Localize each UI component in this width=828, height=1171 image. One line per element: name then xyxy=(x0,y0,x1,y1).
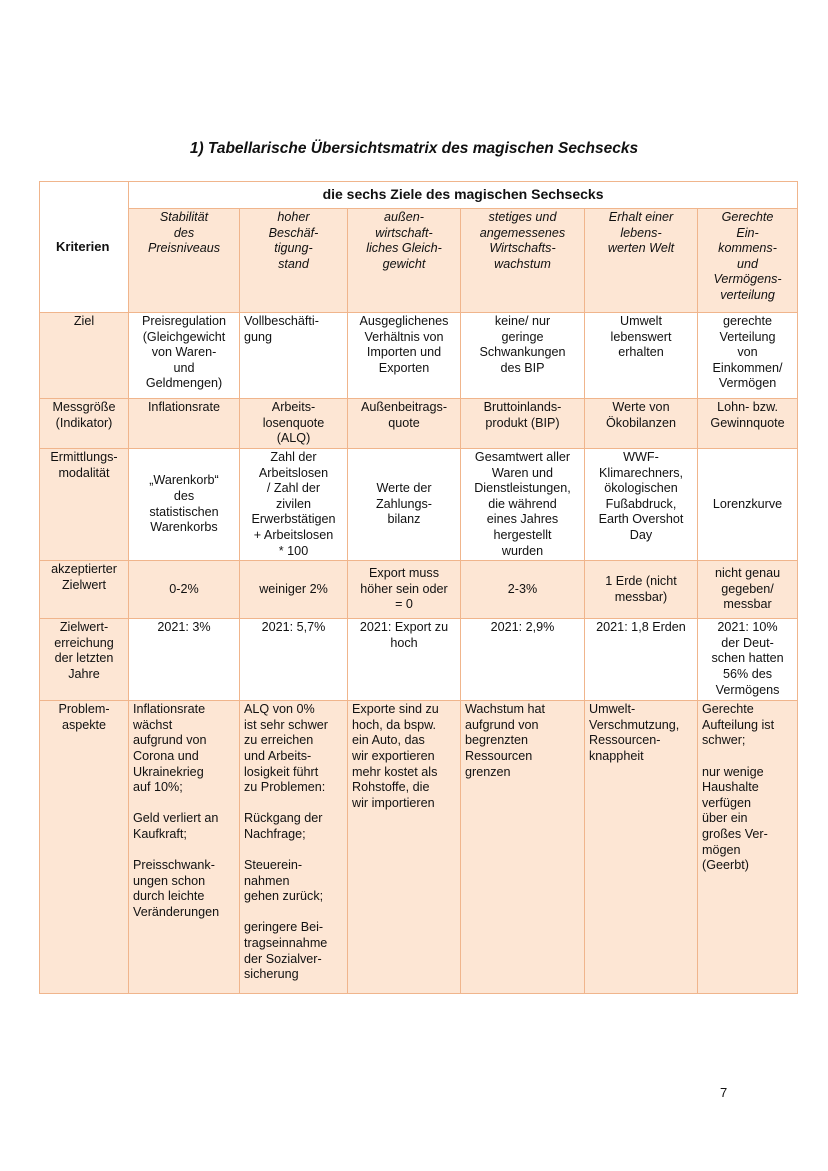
table-cell: 2021: 10% der Deut- schen hatten 56% des Vermögens xyxy=(698,619,798,701)
table-cell: Inflationsrate xyxy=(129,399,240,449)
table-cell: Umwelt- Verschmutzung, Ressourcen- knappheit xyxy=(585,701,698,994)
table-cell: Werte der Zahlungs- bilanz xyxy=(348,449,461,561)
table-row-ziel xyxy=(40,313,798,399)
table-cell: weiniger 2% xyxy=(240,561,348,619)
table-row-messgroesse xyxy=(40,399,798,449)
table-cell: ALQ von 0% ist sehr schwer zu erreichen und Arbeits- losigkeit führt zu Problemen: Rückgang der Nachfrage; Steuerein- nahmen gehen zurück; geringere Bei- tragseinnahme der Sozialver- sicherung xyxy=(240,701,348,994)
table-cell: Wachstum hat aufgrund von begrenzten Ressourcen grenzen xyxy=(461,701,585,994)
table-cell: Zahl der Arbeitslosen / Zahl der zivilen Erwerbstätigen + Arbeitslosen * 100 xyxy=(240,449,348,561)
row-label: Zielwert- erreichung der letzten Jahre xyxy=(40,619,129,701)
goal-header-price-stability: Stabilität des Preisniveaus xyxy=(129,209,240,313)
table-cell: Außenbeitrags- quote xyxy=(348,399,461,449)
table-cell: 1 Erde (nicht messbar) xyxy=(585,561,698,619)
goal-header-external-balance: außen- wirtschaft- liches Gleich- gewicht xyxy=(348,209,461,313)
table-cell: 2-3% xyxy=(461,561,585,619)
table-cell: Preisregulation (Gleichgewicht von Waren- und Geldmengen) xyxy=(129,313,240,399)
table-cell: Lohn- bzw. Gewinnquote xyxy=(698,399,798,449)
table-row-problemaspekte xyxy=(40,701,798,994)
table-cell: Gerechte Aufteilung ist schwer; nur wenige Haushalte verfügen über ein großes Ver- mögen (Geerbt) xyxy=(698,701,798,994)
group-header-row xyxy=(40,182,798,209)
document-title: 1) Tabellarische Übersichtsmatrix des magischen Sechsecks xyxy=(189,140,639,157)
criteria-header: Kriterien xyxy=(40,182,129,313)
table-cell: Arbeits- losenquote (ALQ) xyxy=(240,399,348,449)
table-cell: 2021: Export zu hoch xyxy=(348,619,461,701)
overview-matrix-table xyxy=(39,181,798,994)
table-row-zielwerterreichung xyxy=(40,619,798,701)
row-label: akzeptierter Zielwert xyxy=(40,561,129,619)
row-label: Ziel xyxy=(40,313,129,399)
goals-group-header: die sechs Ziele des magischen Sechsecks xyxy=(129,182,798,209)
row-label: Problem- aspekte xyxy=(40,701,129,994)
table-cell: 2021: 2,9% xyxy=(461,619,585,701)
table-row-zielwert xyxy=(40,561,798,619)
goal-header-growth: stetiges und angemessenes Wirtschafts- wachstum xyxy=(461,209,585,313)
table-cell: 2021: 3% xyxy=(129,619,240,701)
table-cell: nicht genau gegeben/ messbar xyxy=(698,561,798,619)
table-cell: keine/ nur geringe Schwankungen des BIP xyxy=(461,313,585,399)
page-number: 7 xyxy=(720,1085,728,1100)
goal-header-fair-distribution: Gerechte Ein- kommens- und Vermögens- verteilung xyxy=(698,209,798,313)
goal-header-employment: hoher Beschäf- tigung- stand xyxy=(240,209,348,313)
table-cell: Ausgeglichenes Verhältnis von Importen und Exporten xyxy=(348,313,461,399)
table-cell: Umwelt lebenswert erhalten xyxy=(585,313,698,399)
table-row-ermittlung xyxy=(40,449,798,561)
row-label: Ermittlungs- modalität xyxy=(40,449,129,561)
table-cell: Gesamtwert aller Waren und Dienstleistungen, die während eines Jahres hergestellt wurden xyxy=(461,449,585,561)
table-cell: 2021: 1,8 Erden xyxy=(585,619,698,701)
table-cell: Bruttoinlands- produkt (BIP) xyxy=(461,399,585,449)
goals-header-row xyxy=(40,209,798,313)
table-cell: WWF- Klimarechners, ökologischen Fußabdruck, Earth Overshot Day xyxy=(585,449,698,561)
table-cell: Vollbeschäfti- gung xyxy=(240,313,348,399)
table-cell: 2021: 5,7% xyxy=(240,619,348,701)
table-cell: Werte von Ökobilanzen xyxy=(585,399,698,449)
row-label: Messgröße (Indikator) xyxy=(40,399,129,449)
table-cell: Exporte sind zu hoch, da bspw. ein Auto, das wir exportieren mehr kostet als Rohstoffe, die wir importieren xyxy=(348,701,461,994)
table-cell: Export muss höher sein oder = 0 xyxy=(348,561,461,619)
goal-header-livable-world: Erhalt einer lebens- werten Welt xyxy=(585,209,698,313)
table-cell: „Warenkorb“ des statistischen Warenkorbs xyxy=(129,449,240,561)
table-cell: 0-2% xyxy=(129,561,240,619)
table-cell: gerechte Verteilung von Einkommen/ Vermögen xyxy=(698,313,798,399)
table-cell: Lorenzkurve xyxy=(698,449,798,561)
table-cell: Inflationsrate wächst aufgrund von Corona und Ukrainekrieg auf 10%; Geld verliert an Kaufkraft; Preisschwank- ungen schon durch leichte Veränderungen xyxy=(129,701,240,994)
